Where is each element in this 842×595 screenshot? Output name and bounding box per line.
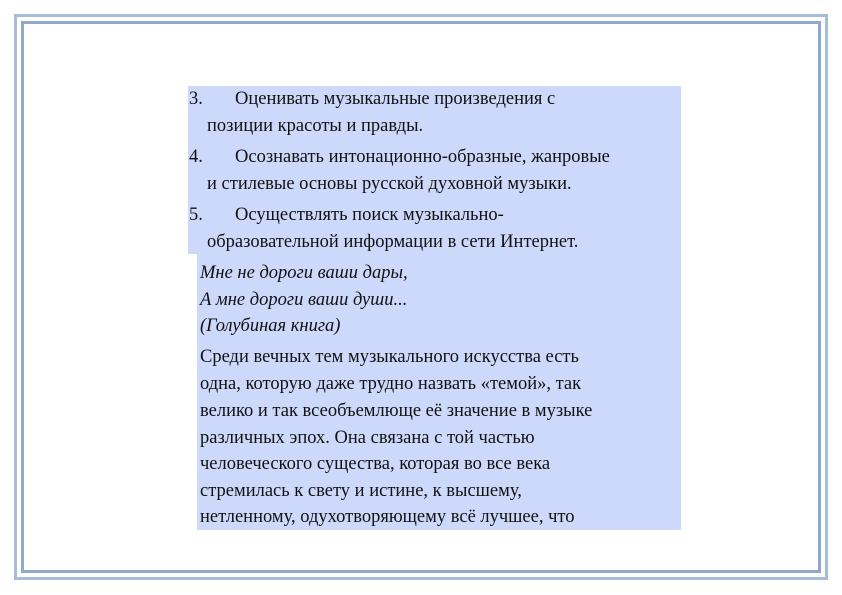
paragraph-line: Среди вечных тем музыкального искусства есть: [200, 347, 579, 367]
list-text-line: образовательной информации в сети Интернет.: [207, 232, 579, 252]
list-text-line: Оценивать музыкальные произведения с: [235, 89, 556, 109]
list-text-line: Осуществлять поиск музыкально-: [235, 205, 504, 225]
list-text-line: Осознавать интонационно-образные, жанровые: [235, 147, 610, 167]
paragraph-line: стремилась к свету и истине, к высшему,: [200, 481, 522, 501]
list-number: 4.: [189, 147, 203, 167]
list-number: 5.: [189, 205, 203, 225]
list-text-line: позиции красоты и правды.: [207, 116, 424, 136]
paragraph-line: велико и так всеобъемлюще её значение в музыке: [200, 401, 593, 421]
paragraph-line: нетленному, одухотворяющему всё лучшее, что: [200, 507, 575, 527]
objectives-list: [188, 86, 681, 254]
epigraph-source: (Голубиная книга): [200, 316, 341, 336]
list-text-line: и стилевые основы русской духовной музыки.: [207, 174, 572, 194]
paragraph-line: одна, которую даже трудно назвать «темой», так: [200, 374, 582, 394]
epigraph-line: А мне дороги ваши души...: [200, 290, 408, 310]
paragraph-line: различных эпох. Она связана с той частью: [200, 428, 535, 448]
paragraph-line: человеческого существа, которая во все века: [200, 454, 551, 474]
text-block: [197, 254, 681, 530]
epigraph-line: Мне не дороги ваши дары,: [200, 263, 408, 283]
list-number: 3.: [189, 89, 203, 109]
